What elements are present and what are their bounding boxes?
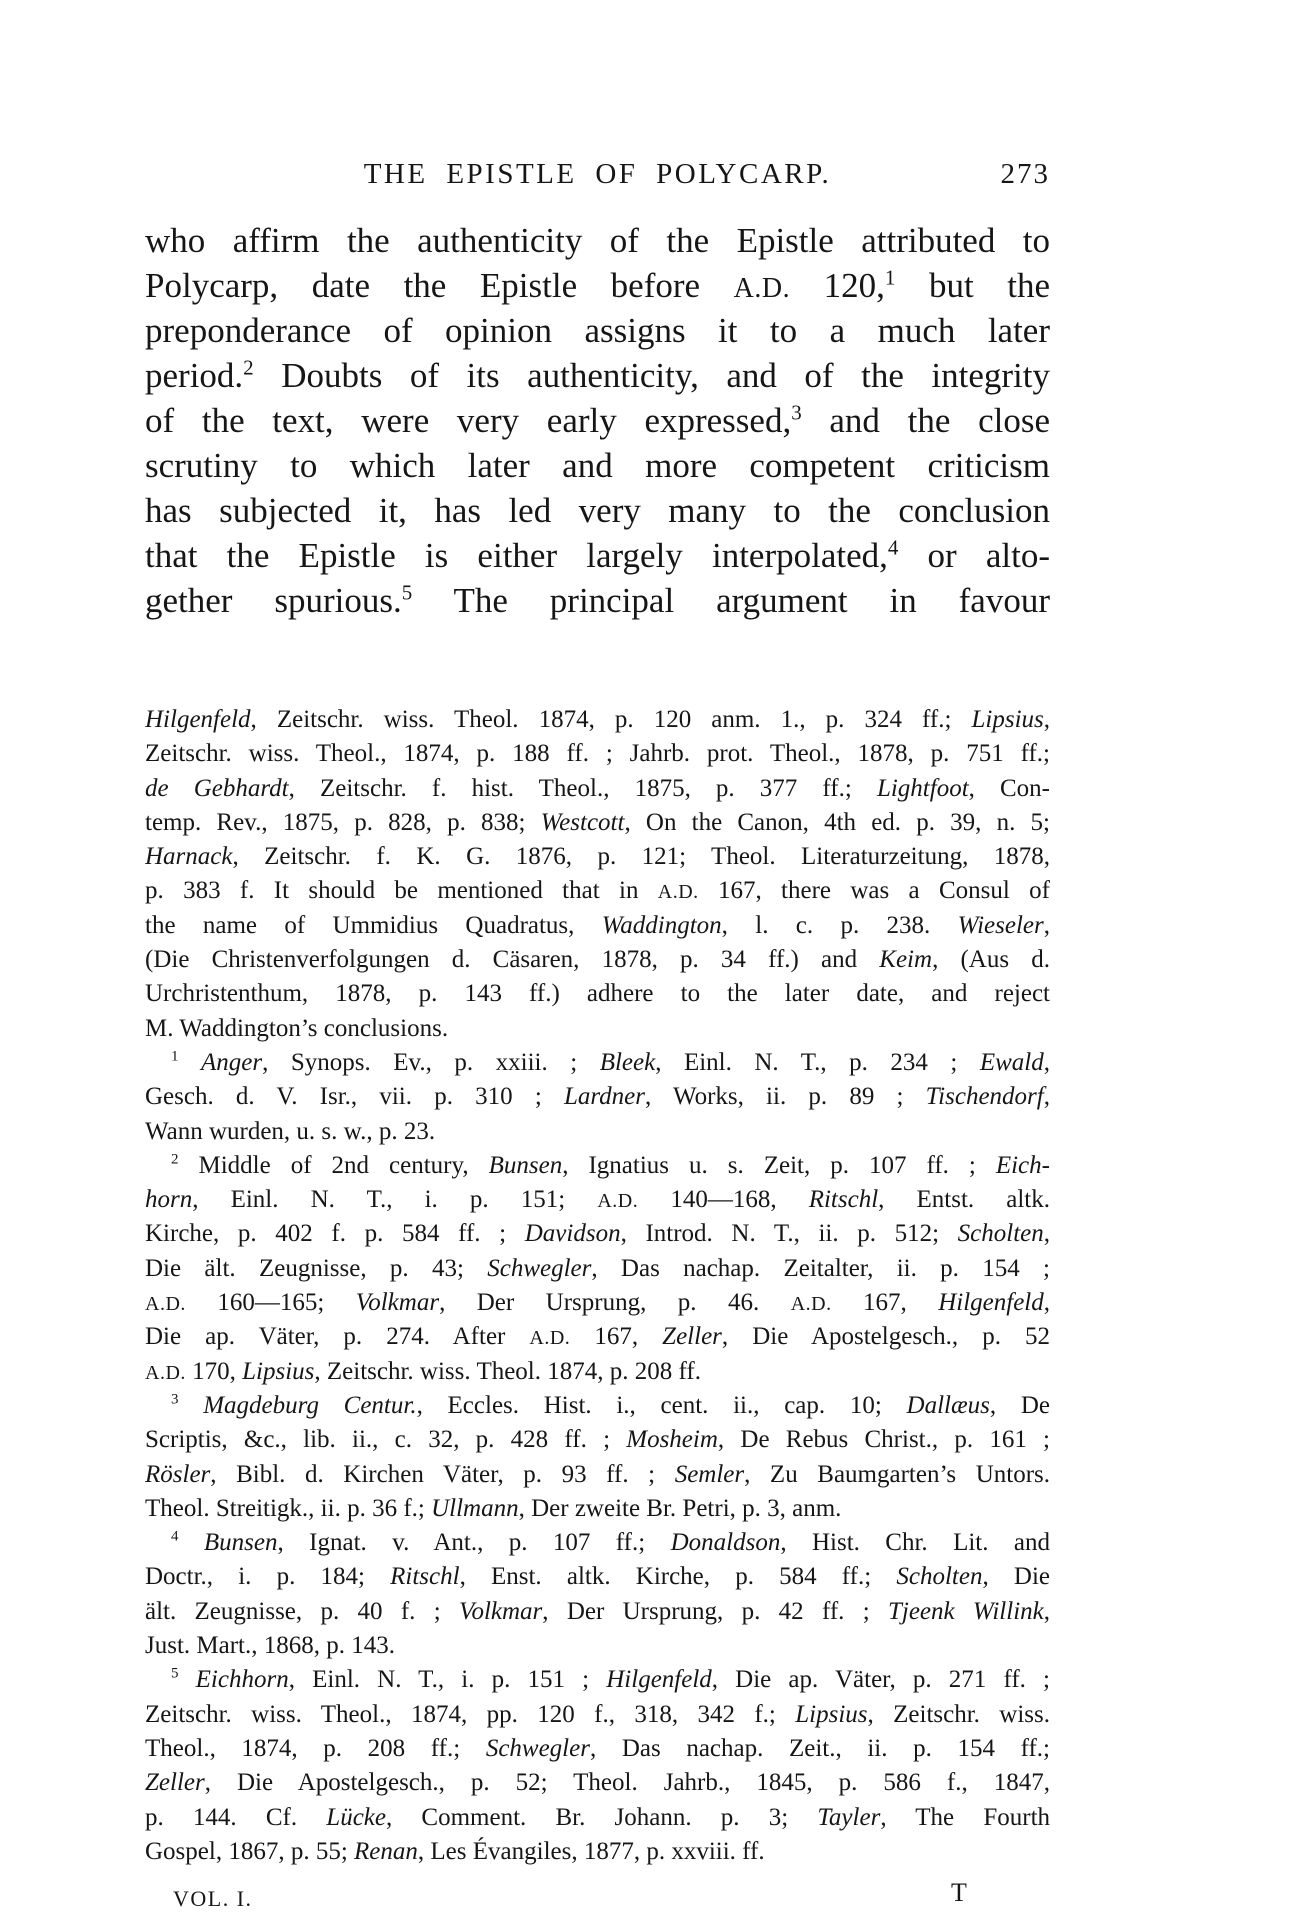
running-title: THE EPISTLE OF POLYCARP. (363, 158, 832, 190)
main-text-line: has subjected it, has led very many to the conclusion (145, 491, 1050, 530)
main-text-line: Polycarp, date the Epistle before A.D. 120,$^1$ but the (145, 265, 1050, 305)
footnote-line: $^2$ Middle of 2nd century, Bunsen, Ignatius u. s. Zeit, p. 107 ff. ; Eich- (171, 1151, 1050, 1179)
footnote-line: p. 383 f. It should be mentioned that in A.D. 167, there was a Consul of (145, 877, 1050, 905)
footnote-line: (Die Christenverfolgungen d. Cäsaren, 1878, p. 34 ff.) and Keim, (Aus d. (145, 946, 1050, 974)
signature-mark: T (951, 1878, 967, 1907)
footnote-line: Theol. Streitigk., ii. p. 36 f.; Ullmann, Der zweite Br. Petri, p. 3, anm. (145, 1494, 842, 1522)
main-text-line: that the Epistle is either largely interpolated,$^4$ or alto- (145, 535, 1050, 575)
footnote-line: Rösler, Bibl. d. Kirchen Väter, p. 93 ff. ; Semler, Zu Baumgarten’s Untors. (145, 1460, 1050, 1488)
footnote-line: Doctr., i. p. 184; Ritschl, Enst. altk. Kirche, p. 584 ff.; Scholten, Die (145, 1563, 1050, 1591)
footnote-line: $^1$ Anger, Synops. Ev., p. xxiii. ; Bleek, Einl. N. T., p. 234 ; Ewald, (171, 1048, 1050, 1076)
footnote-line: ält. Zeugnisse, p. 40 f. ; Volkmar, Der Ursprung, p. 42 ff. ; Tjeenk Willink, (145, 1597, 1050, 1625)
footnote-line: de Gebhardt, Zeitschr. f. hist. Theol., 1875, p. 377 ff.; Lightfoot, Con- (145, 774, 1050, 802)
footnote-line: Scriptis, &c., lib. ii., c. 32, p. 428 ff. ; Mosheim, De Rebus Christ., p. 161 ; (145, 1426, 1050, 1454)
footnote-line: Zeitschr. wiss. Theol., 1874, pp. 120 f., 318, 342 f.; Lipsius, Zeitschr. wiss. (145, 1700, 1050, 1728)
footnote-line: Zeitschr. wiss. Theol., 1874, p. 188 ff. ; Jahrb. prot. Theol., 1878, p. 751 ff.; (145, 740, 1050, 768)
footnote-line: $^4$ Bunsen, Ignat. v. Ant., p. 107 ff.; Donaldson, Hist. Chr. Lit. and (171, 1528, 1050, 1557)
footnote-line: horn, Einl. N. T., i. p. 151; A.D. 140—168, Ritschl, Entst. altk. (145, 1186, 1050, 1214)
page-header (145, 158, 1050, 200)
footnote-line: A.D. 160—165; Volkmar, Der Ursprung, p. 46. A.D. 167, Hilgenfeld, (145, 1289, 1050, 1317)
footnote-line: Gesch. d. V. Isr., vii. p. 310 ; Lardner, Works, ii. p. 89 ; Tischendorf, (145, 1083, 1050, 1111)
footnote-line: Die ap. Väter, p. 274. After A.D. 167, Zeller, Die Apostelgesch., p. 52 (145, 1323, 1050, 1351)
main-text-line: scrutiny to which later and more competent criticism (145, 446, 1050, 485)
footnote-line: A.D. 170, Lipsius, Zeitschr. wiss. Theol. 1874, p. 208 ff. (145, 1357, 701, 1385)
footnote-line: $^5$ Eichhorn, Einl. N. T., i. p. 151 ; Hilgenfeld, Die ap. Väter, p. 271 ff. ; (171, 1665, 1050, 1694)
volume-label: VOL. I. (173, 1886, 253, 1911)
main-text-line: gether spurious.$^5$ The principal argument in favour (145, 580, 1050, 620)
main-text-line: of the text, were very early expressed,$^3$ and the close (145, 400, 1050, 440)
page-footer (145, 1878, 1050, 1918)
footnote-line: Just. Mart., 1868, p. 143. (145, 1632, 395, 1660)
footnote-line: Die ält. Zeugnisse, p. 43; Schwegler, Das nachap. Zeitalter, ii. p. 154 ; (145, 1254, 1050, 1282)
footnote-line: Urchristenthum, 1878, p. 143 ff.) adhere to the later date, and reject (145, 980, 1050, 1008)
footnote-line: $^3$ Magdeburg Centur., Eccles. Hist. i., cent. ii., cap. 10; Dallæus, De (171, 1391, 1050, 1419)
footnote-line: Gospel, 1867, p. 55; Renan, Les Évangiles, 1877, p. xxviii. ff. (145, 1837, 765, 1865)
footnote-block (145, 703, 1050, 1869)
page-number: 273 (1000, 158, 1050, 190)
footnote-line: M. Waddington’s conclusions. (145, 1014, 449, 1042)
footnote-line: Zeller, Die Apostelgesch., p. 52; Theol. Jahrb., 1845, p. 586 f., 1847, (145, 1769, 1050, 1797)
footnote-line: the name of Ummidius Quadratus, Waddington, l. c. p. 238. Wieseler, (145, 911, 1050, 939)
main-text-line: who affirm the authenticity of the Epistle attributed to (145, 221, 1050, 260)
main-text-line: preponderance of opinion assigns it to a much later (145, 311, 1050, 350)
footnote-line: Theol., 1874, p. 208 ff.; Schwegler, Das nachap. Zeit., ii. p. 154 ff.; (145, 1734, 1050, 1762)
footnote-line: Kirche, p. 402 f. p. 584 ff. ; Davidson, Introd. N. T., ii. p. 512; Scholten, (145, 1220, 1050, 1248)
footnote-line: p. 144. Cf. Lücke, Comment. Br. Johann. p. 3; Tayler, The Fourth (145, 1803, 1050, 1831)
footnote-line: Hilgenfeld, Zeitschr. wiss. Theol. 1874, p. 120 anm. 1., p. 324 ff.; Lipsius, (145, 706, 1050, 733)
footnote-line: temp. Rev., 1875, p. 828, p. 838; Westcott, On the Canon, 4th ed. p. 39, n. 5; (145, 808, 1050, 836)
main-text-line: period.$^2$ Doubts of its authenticity, and of the integrity (145, 355, 1050, 395)
footnote-line: Wann wurden, u. s. w., p. 23. (145, 1117, 436, 1145)
main-paragraph (145, 218, 1050, 623)
footnote-line: Harnack, Zeitschr. f. K. G. 1876, p. 121; Theol. Literaturzeitung, 1878, (145, 843, 1050, 871)
